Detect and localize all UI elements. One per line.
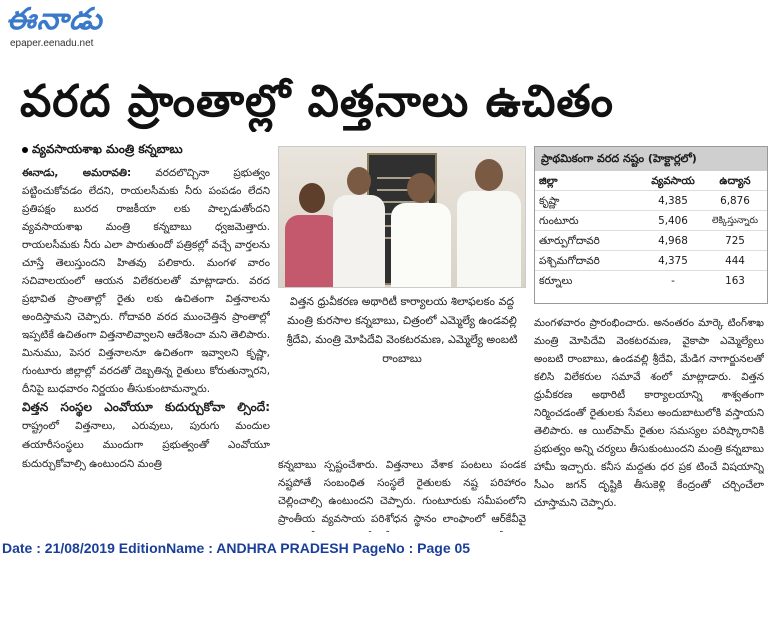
header-district: జిల్లా [539, 175, 558, 187]
article-headline: వరద ప్రాంతాల్లో విత్తనాలు ఉచితం [20, 76, 614, 127]
logo-text: ఈనాడు [6, 2, 103, 37]
table-row [535, 271, 767, 291]
subhead-text: విత్తన సంస్థల ఎంవోయూ కుదుర్చుకోవా ల్సిందే: [22, 400, 270, 414]
row-district: తూర్పుగోదావరి [539, 235, 600, 247]
eenadu-logo[interactable] [6, 4, 134, 54]
person-4 [455, 153, 523, 287]
row-agriculture: 5,406 [658, 215, 688, 227]
header-agriculture: వ్యవసాయ [651, 175, 695, 187]
column-1-subhead [22, 398, 270, 473]
row-district: పశ్చిమగోదావరి [539, 255, 600, 267]
table-row [535, 231, 767, 251]
row-district: కృష్ణా [539, 195, 560, 207]
photo-caption: విత్తన ధ్రువీకరణ అథారిటీ కార్యాలయ శిలాఫలకం వద్ద మంత్రి కురసాల కన్నబాబు, చిత్రంలో ఎమ్మెల్యే ఉండవల్లి శ్రీదేవి, మంత్రి మోపిదేవి వెంకటరమణ, ఎమ్మెల్యే అంబటి రాంబాబు [286, 295, 518, 365]
row-district: గుంటూరు [539, 215, 579, 227]
person-2 [331, 163, 387, 287]
logo-url: epaper.eenadu.net [10, 38, 94, 49]
dateline: ఈనాడు, అమరావతి: [22, 167, 132, 179]
row-horticulture: 725 [725, 235, 745, 247]
article-photo [278, 146, 526, 288]
row-horticulture: 6,876 [720, 195, 750, 207]
table-row [535, 191, 767, 211]
row-agriculture: - [671, 275, 675, 287]
row-horticulture: 163 [725, 275, 745, 287]
table-row [535, 251, 767, 271]
row-horticulture: 444 [725, 255, 745, 267]
table-header-row [535, 171, 767, 191]
row-agriculture: 4,385 [658, 195, 688, 207]
article-byline [22, 142, 183, 159]
article-column-3: మంగళవారం ప్రారంభించారు. అనంతరం మార్కె టింగ్‌శాఖ మంత్రి మోపిదేవి వెంకటరమణ, వైకాపా ఎమ్మెల్యేలు అంబటి రాంబాబు, ఉండవల్లి శ్రీదేవి, మేడిగ నాగార్జునలతో కలిసి విలేకరుల సమావే శంలో మాట్లాడారు. విత్తన ధ్రువీకరణ అథారిటీ కార్యాలయాన్ని శాశ్వతంగా నిర్మించడంతో రైతులకు సేవలు అందుబాటులోకి వస్తాయని తెలిపారు. ఆ యిల్‌పామ్ రైతుల సమస్యల పరిష్కారానికి ప్రభుత్వం అన్ని చర్యలు తీసుకుంటుందని మంత్రి కన్నబాబు హామీ ఇచ్చారు. కనీస మద్దతు ధర ప్రక టించే విషయాన్ని సీఎం జగన్ దృష్టికి తీసుకెళ్లి కేంద్రంతో చర్చించేలా చూస్తామని చెప్పారు. [534, 317, 764, 509]
column-1-para-2: రాష్ట్రంలో విత్తనాలు, ఎరువులు, పురుగు మందుల తయారీసంస్థలు ముందుగా ప్రభుత్వంతో ఎంవోయూ కుదుర్చుకోవాల్సి ఉంటుందని మంత్రి [22, 420, 270, 470]
article-column-1 [22, 164, 270, 532]
article-column-2: కన్నబాబు స్పష్టంచేశారు. విత్తనాలు వేశాక పంటలు పండక నష్టపోతే సంబంధిత సంస్థలే రైతులకు నష్ట పరిహారం చెల్లించాల్సి ఉంటుందని చెప్పారు. గుంటూరుకు సమీపంలోని ప్రాంతీయ వ్యవసాయ పరిశోధన స్థానం లాంఫాంలో ఆర్‌కేవీవై [278, 459, 526, 525]
column-1-text: వరదలొచ్చినా ప్రభుత్వం పట్టించుకోవడం లేదని, రాయలసీమకు నీరు పంపడం లేదని ప్రతిపక్షం బురద రాజకీయా లకు పాల్పడుతోందని వ్యవసాయశాఖ మంత్రి కన్నబాబు ధ్వజమెత్తారు. రాయలసీమకు నీరు ఎలా పారుతుందో పత్రికల్లో వచ్చే వార్తలను చూస్తే తెలుస్తుందని హితవు పలికారు. మంగళ వారం సచివాలయంలో ఆయన విలేకరులతో మాట్లాడారు. వరద ప్రభావిత ప్రాంతాల్లో రైతు లకు ఉచితంగా విత్తనాలను అందిస్తామని చెప్పారు. గోదావరి వరద ముంచెత్తిన ప్రాంతాల్లో ఇప్పటికే ఉచితంగా విత్తనాలివ్వాలని ఆదేశించా మని తెలిపారు. మినుము, పెసర విత్తనాలనూ ఉచితంగా ఇవ్వాలని కృష్ణా, గుంటూరు జిల్లాల్లో వరదతో దెబ్బతిన్న రైతులు కోరుతున్నారని, దీనిపై బుధవారం నిర్ణయం తీసుకుంటామన్నారు. [22, 167, 270, 395]
row-horticulture: లెక్కిస్తున్నారు [712, 216, 758, 226]
row-district: కర్నూలు [539, 275, 573, 287]
flood-damage-table [534, 146, 768, 304]
byline-text: వ్యవసాయశాఖ మంత్రి కన్నబాబు [32, 142, 183, 156]
bullet-icon [22, 147, 28, 153]
row-agriculture: 4,968 [658, 235, 688, 247]
header-horticulture: ఉద్యాన [719, 175, 751, 187]
table-title: ప్రాథమికంగా వరద నష్టం (హెక్టార్లలో) [535, 147, 767, 171]
table-row [535, 211, 767, 231]
person-3 [389, 169, 453, 287]
column-1-para-1 [22, 164, 270, 398]
edition-footer: Date : 21/08/2019 EditionName : ANDHRA PRADESH PageNo : Page 05 [2, 540, 471, 556]
row-agriculture: 4,375 [658, 255, 688, 267]
